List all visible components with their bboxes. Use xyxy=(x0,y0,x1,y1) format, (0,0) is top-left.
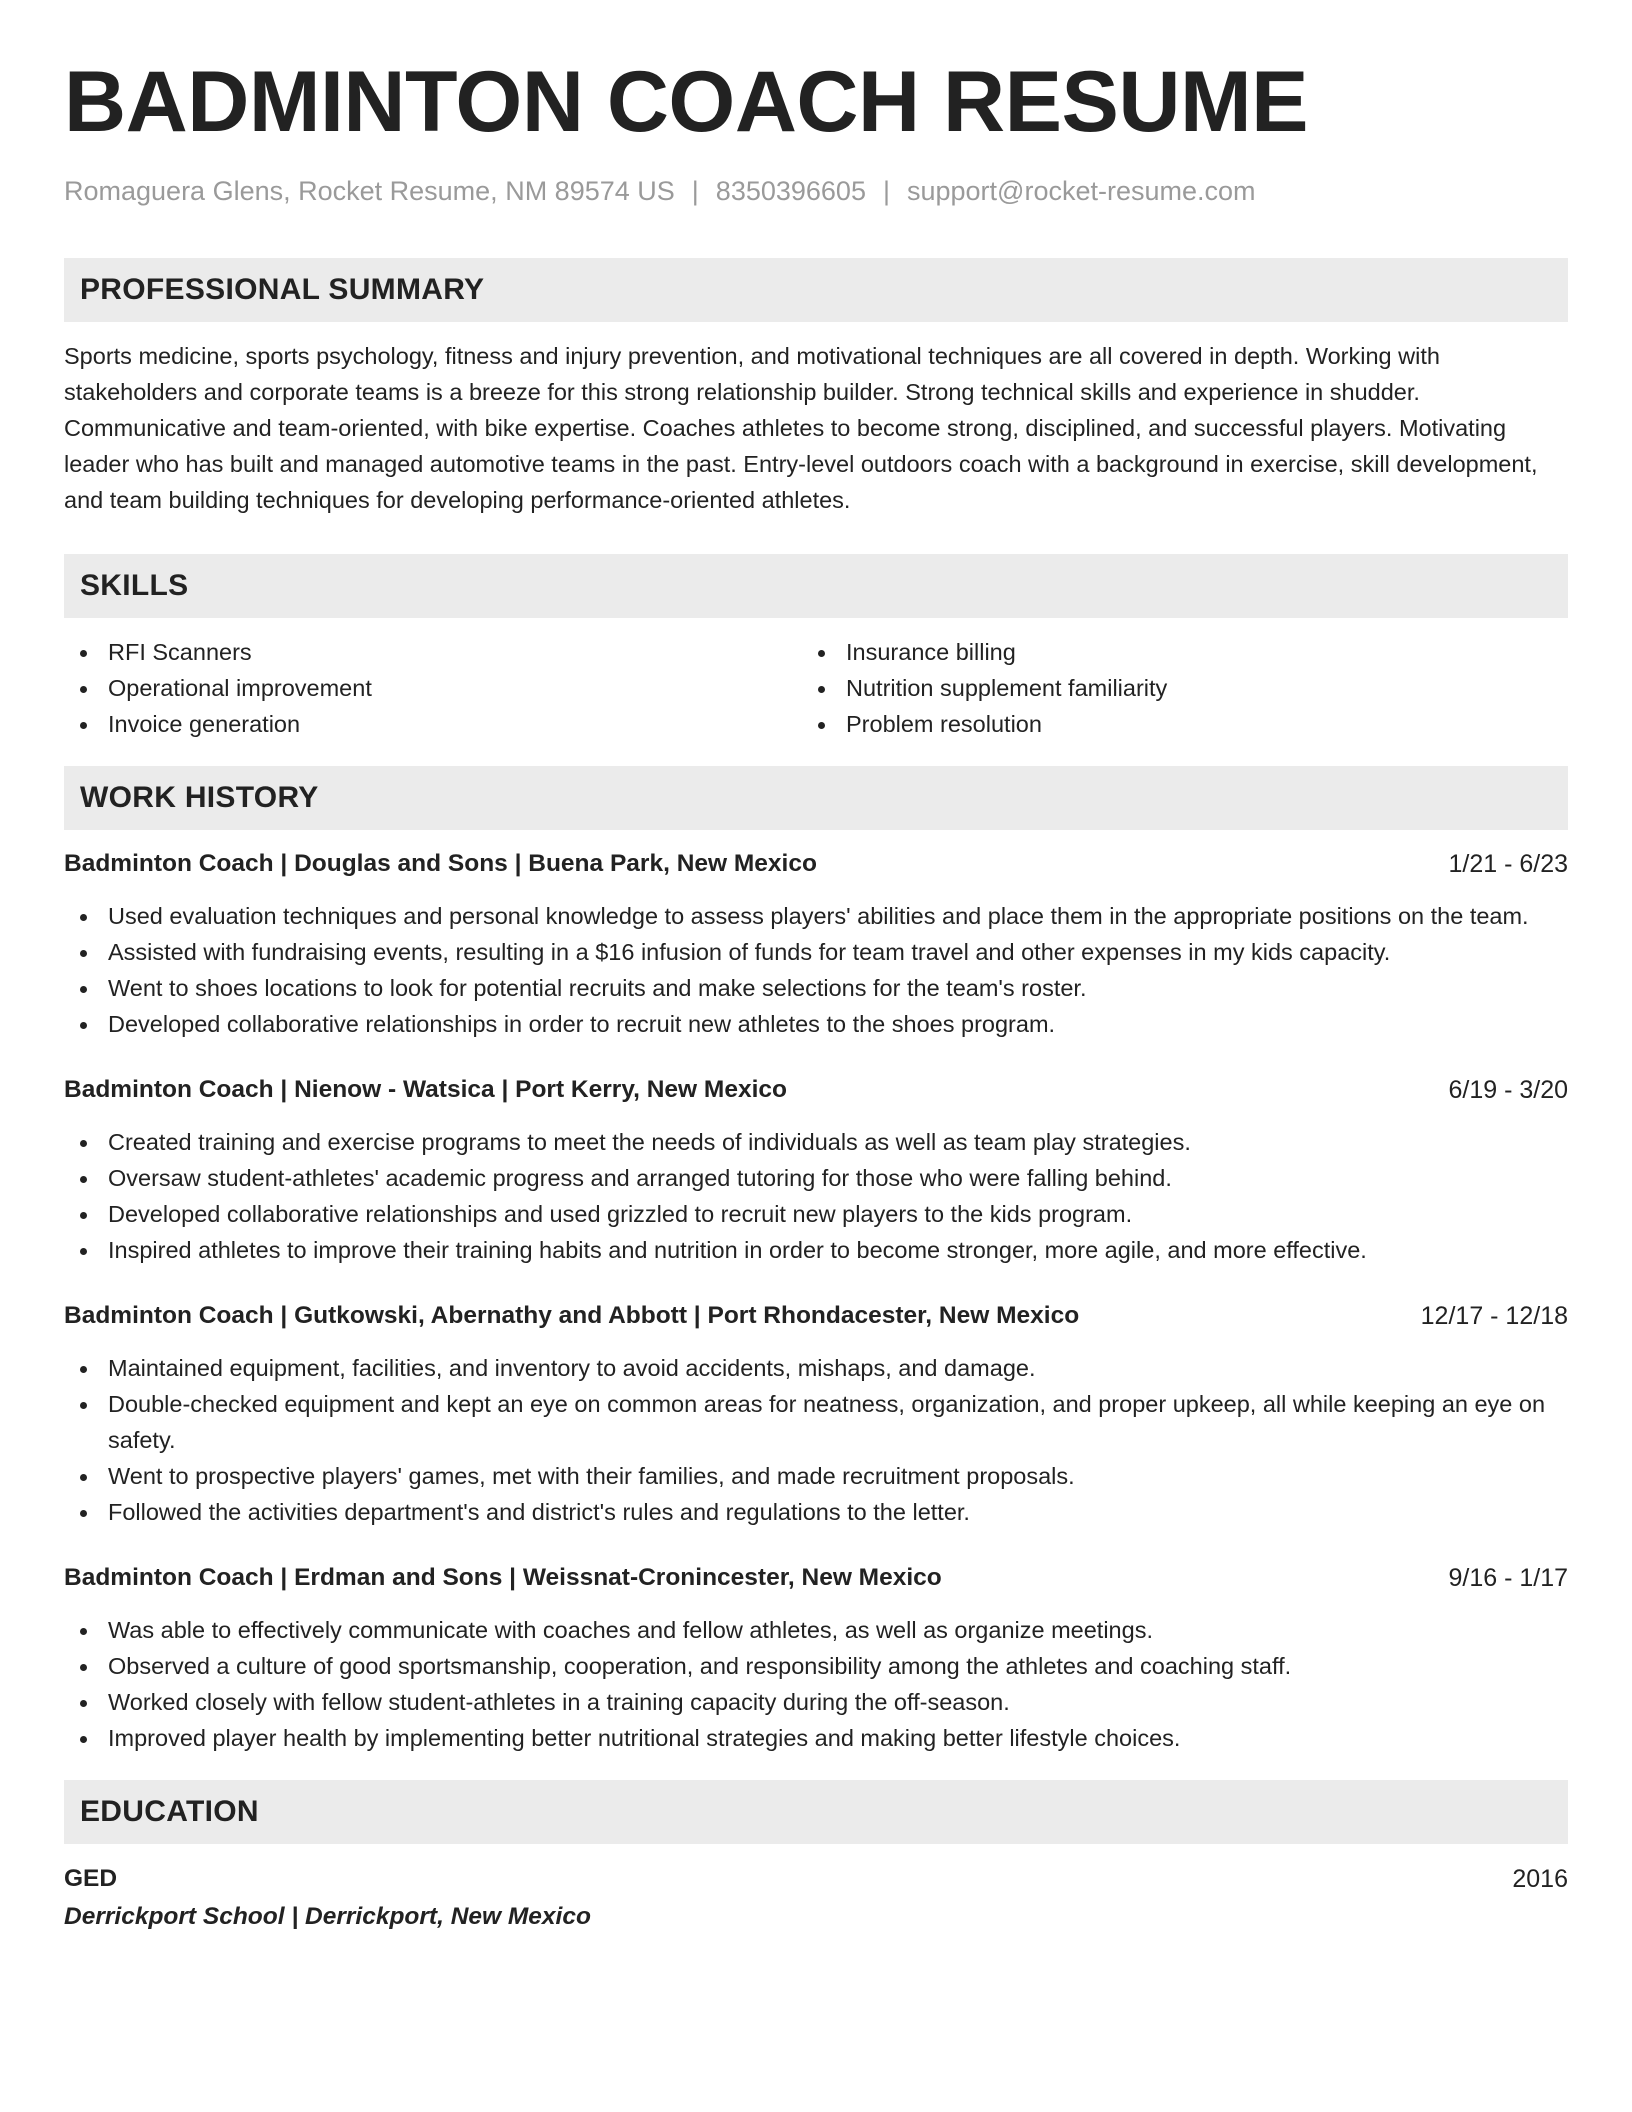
job-entry xyxy=(64,1072,1568,1268)
job-entry xyxy=(64,1298,1568,1530)
job-bullet: Inspired athletes to improve their training habits and nutrition in order to become stronger, more agile, and more effective. xyxy=(64,1232,1568,1268)
job-title: Badminton Coach | Gutkowski, Abernathy and Abbott | Port Rhondacester, New Mexico xyxy=(64,1302,1080,1329)
job-entry xyxy=(64,846,1568,1042)
job-bullet: Observed a culture of good sportsmanship, cooperation, and responsibility among the athletes and coaching staff. xyxy=(64,1648,1568,1684)
job-bullets xyxy=(64,1350,1568,1530)
skills-column-left xyxy=(64,634,802,742)
job-bullet: Double-checked equipment and kept an eye on common areas for neatness, organization, and proper upkeep, all while keeping an eye on safety. xyxy=(64,1386,1568,1458)
skill-item: Insurance billing xyxy=(802,634,1562,670)
skills-column-right xyxy=(802,634,1562,742)
job-header xyxy=(64,1298,1568,1334)
skill-item: Problem resolution xyxy=(802,706,1562,742)
job-bullet: Assisted with fundraising events, resulting in a $16 infusion of funds for team travel and other expenses in my kids capacity. xyxy=(64,934,1568,970)
job-header xyxy=(64,846,1568,882)
summary-text: Sports medicine, sports psychology, fitness and injury prevention, and motivational techniques are all covered in depth. Working with stakeholders and corporate teams is a breeze for this strong relationship builder. Strong technical skills and experience in shudder. Communicative and team-oriented, with bike expertise. Coaches athletes to become strong, disciplined, and successful players. Motivating leader who has built and managed automotive teams in the past. Entry-level outdoors coach with a background in exercise, skill development, and team building techniques for developing performance-oriented athletes. xyxy=(64,343,1538,513)
section-heading-work: WORK HISTORY xyxy=(64,766,1568,830)
job-dates: 1/21 - 6/23 xyxy=(1448,850,1568,878)
job-dates: 9/16 - 1/17 xyxy=(1448,1564,1568,1592)
skills-list xyxy=(64,634,1568,742)
job-entry xyxy=(64,1560,1568,1756)
job-bullet: Oversaw student-athletes' academic progress and arranged tutoring for those who were falling behind. xyxy=(64,1160,1568,1196)
skill-item: Nutrition supplement familiarity xyxy=(802,670,1562,706)
contact-email: support@rocket-resume.com xyxy=(906,176,1256,206)
job-bullet: Went to prospective players' games, met with their families, and made recruitment proposals. xyxy=(64,1458,1568,1494)
job-dates: 12/17 - 12/18 xyxy=(1420,1302,1568,1330)
education-header xyxy=(64,1860,1568,1898)
work-history-list xyxy=(64,846,1568,1756)
job-bullet: Was able to effectively communicate with coaches and fellow athletes, as well as organize meetings. xyxy=(64,1612,1568,1648)
contact-line xyxy=(64,174,1568,208)
education-entry xyxy=(64,1860,1568,1936)
job-bullet: Followed the activities department's and district's rules and regulations to the letter. xyxy=(64,1494,1568,1530)
section-heading-skills: SKILLS xyxy=(64,554,1568,618)
job-bullet: Used evaluation techniques and personal knowledge to assess players' abilities and place them in the appropriate positions on the team. xyxy=(64,898,1568,934)
job-header xyxy=(64,1560,1568,1596)
contact-address: Romaguera Glens, Rocket Resume, NM 89574 US xyxy=(64,176,675,206)
job-bullet: Created training and exercise programs to meet the needs of individuals as well as team play strategies. xyxy=(64,1124,1568,1160)
job-dates: 6/19 - 3/20 xyxy=(1448,1076,1568,1104)
skill-item: RFI Scanners xyxy=(64,634,802,670)
resume-title: BADMINTON COACH RESUME xyxy=(64,54,1308,150)
job-bullet: Developed collaborative relationships and used grizzled to recruit new players to the kids program. xyxy=(64,1196,1568,1232)
education-year: 2016 xyxy=(1512,1865,1568,1893)
skill-item: Operational improvement xyxy=(64,670,802,706)
job-bullet: Improved player health by implementing better nutritional strategies and making better lifestyle choices. xyxy=(64,1720,1568,1756)
job-title: Badminton Coach | Douglas and Sons | Buena Park, New Mexico xyxy=(64,850,817,877)
job-bullet: Worked closely with fellow student-athletes in a training capacity during the off-season. xyxy=(64,1684,1568,1720)
section-heading-education: EDUCATION xyxy=(64,1780,1568,1844)
education-degree: GED xyxy=(64,1865,118,1892)
job-bullets xyxy=(64,1124,1568,1268)
contact-separator: | xyxy=(882,176,890,206)
job-bullets xyxy=(64,1612,1568,1756)
job-title: Badminton Coach | Erdman and Sons | Weissnat-Cronincester, New Mexico xyxy=(64,1564,942,1591)
contact-phone: 8350396605 xyxy=(715,176,866,206)
job-header xyxy=(64,1072,1568,1108)
contact-separator: | xyxy=(691,176,699,206)
job-title: Badminton Coach | Nienow - Watsica | Port Kerry, New Mexico xyxy=(64,1076,787,1103)
section-heading-summary: PROFESSIONAL SUMMARY xyxy=(64,258,1568,322)
job-bullet: Went to shoes locations to look for potential recruits and make selections for the team's roster. xyxy=(64,970,1568,1006)
job-bullet: Maintained equipment, facilities, and inventory to avoid accidents, mishaps, and damage. xyxy=(64,1350,1568,1386)
skill-item: Invoice generation xyxy=(64,706,802,742)
education-school: Derrickport School | Derrickport, New Mexico xyxy=(64,1903,591,1930)
job-bullet: Developed collaborative relationships in order to recruit new athletes to the shoes program. xyxy=(64,1006,1568,1042)
job-bullets xyxy=(64,898,1568,1042)
